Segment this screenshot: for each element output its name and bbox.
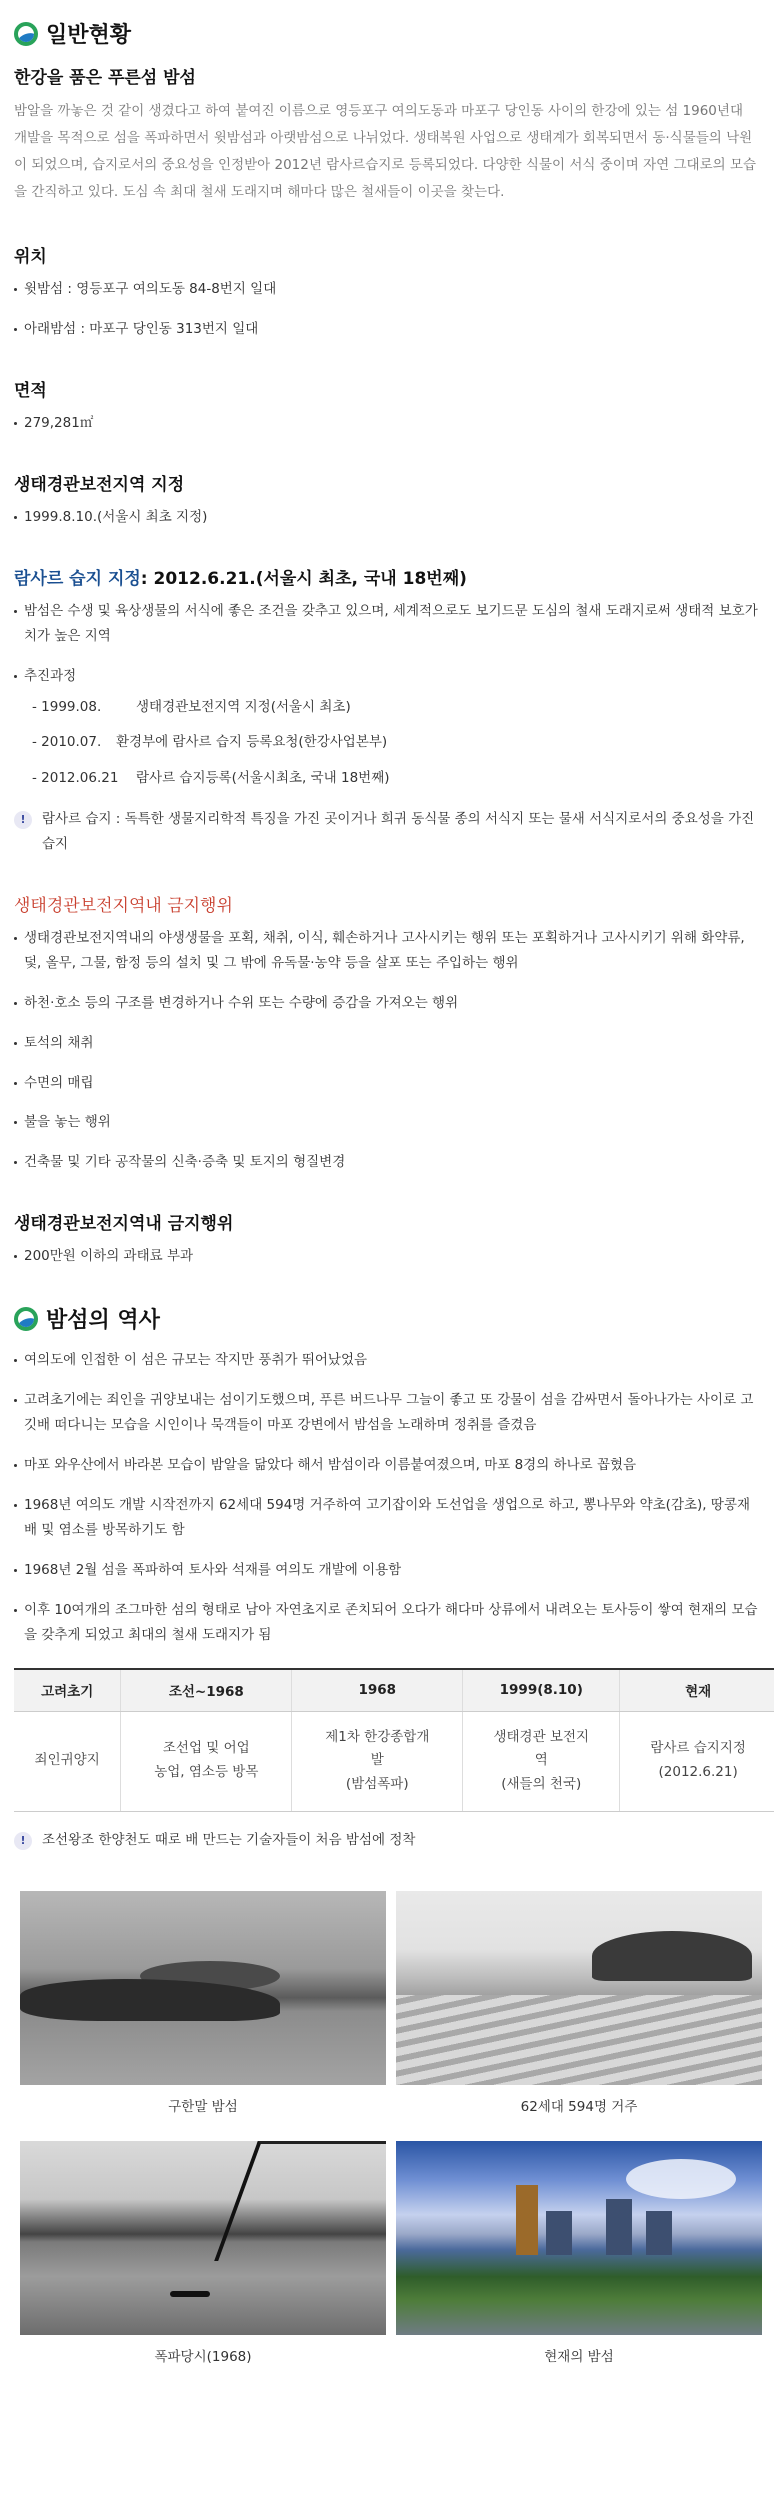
general-heading bbox=[14, 18, 760, 49]
photo-old-bamseom bbox=[20, 1891, 386, 2085]
list-item: 1999.8.10.(서울시 최초 지정) bbox=[14, 505, 760, 530]
cell-line: 발 bbox=[370, 1752, 384, 1769]
ramsar-note bbox=[14, 807, 760, 857]
list-item: 생태경관보전지역내의 야생생물을 포획, 채취, 이식, 훼손하거나 고사시키는 행위 또는 포획하거나 고사시키기 위해 화약류, 덫, 올무, 그물, 함정 등의 설치 및 그 밖에 유독물·농약 등을 살포 또는 주입하는 행위 bbox=[14, 926, 760, 976]
cell-line: (밤섬폭파) bbox=[345, 1775, 409, 1792]
process-text: 생태경관보전지역 지정(서울시 최초) bbox=[136, 698, 351, 715]
process-text: 환경부에 람사르 습지 등록요청(한강사업본부) bbox=[116, 734, 388, 751]
ramsar-note-text: 람사르 습지 : 독특한 생물지리학적 특징을 가진 곳이거나 희귀 동식물 종의 서식지 또는 물새 서식지로서의 중요성을 가진 습지 bbox=[42, 810, 755, 852]
ramsar-title-rest: : 2012.6.21.(서울시 최초, 국내 18번째) bbox=[140, 568, 467, 589]
cell-line: 죄인귀양지 bbox=[34, 1752, 100, 1769]
cell-line: 농업, 염소등 방목 bbox=[154, 1764, 259, 1781]
history-list bbox=[14, 1348, 760, 1648]
list-item: 아래밤섬 : 마포구 당인동 313번지 일대 bbox=[14, 317, 760, 342]
location-block bbox=[14, 242, 760, 342]
list-item: 1968년 2월 섬을 폭파하여 토사와 석재를 여의도 개발에 이용함 bbox=[14, 1558, 760, 1583]
photo-gallery bbox=[20, 1891, 760, 2365]
list-item: 1968년 여의도 개발 시작전까지 62세대 594명 거주하여 고기잡이와 도선업을 생업으로 하고, 뽕나무와 약초(감초), 땅콩재배 및 염소를 방목하기도 함 bbox=[14, 1493, 760, 1543]
photo-item bbox=[20, 1891, 386, 2115]
photo-caption: 62세대 594명 거주 bbox=[520, 2098, 638, 2115]
cell-line: (2012.6.21) bbox=[658, 1764, 738, 1781]
table-cell bbox=[463, 1711, 620, 1811]
seoul-logo-icon bbox=[14, 22, 38, 46]
table-header-row bbox=[14, 1669, 774, 1711]
photo-current bbox=[396, 2141, 762, 2335]
designation-block bbox=[14, 470, 760, 530]
list-item: 마포 와우산에서 바라본 모습이 밤알을 닮았다 해서 밤섬이라 이름붙여졌으며, 마포 8경의 하나로 꼽혔음 bbox=[14, 1453, 760, 1478]
process-step bbox=[24, 766, 760, 792]
table-header-cell: 1999(8.10) bbox=[463, 1669, 620, 1711]
list-item: 토석의 채취 bbox=[14, 1031, 760, 1056]
area-title: 면적 bbox=[14, 380, 47, 401]
table-header-cell: 조선~1968 bbox=[121, 1669, 292, 1711]
list-item: 수면의 매립 bbox=[14, 1071, 760, 1096]
list-item: 279,281㎡ bbox=[14, 411, 760, 436]
cell-line: (새들의 천국) bbox=[501, 1775, 582, 1792]
history-note-text: 조선왕조 한양천도 때로 배 만드는 기술자들이 처음 밤섬에 정착 bbox=[42, 1831, 416, 1848]
cell-line: 역 bbox=[534, 1752, 548, 1769]
process-date: - 2010.07. bbox=[32, 734, 102, 751]
photo-item bbox=[396, 1891, 762, 2115]
general-subtitle: 한강을 품은 푸른섬 밤섬 bbox=[14, 68, 196, 88]
cell-line: 생태경관 보전지 bbox=[493, 1728, 590, 1745]
exclamation-icon: ! bbox=[14, 1832, 32, 1850]
process-date: - 2012.06.21 bbox=[32, 770, 119, 787]
table-cell bbox=[620, 1711, 774, 1811]
designation-title: 생태경관보전지역 지정 bbox=[14, 474, 185, 495]
photo-item bbox=[20, 2141, 386, 2365]
list-item: 윗밤섬 : 영등포구 여의도동 84-8번지 일대 bbox=[14, 277, 760, 302]
table-header-cell: 현재 bbox=[620, 1669, 774, 1711]
location-title: 위치 bbox=[14, 247, 47, 267]
ramsar-block bbox=[14, 564, 760, 857]
table-header-cell: 고려초기 bbox=[14, 1669, 121, 1711]
process-item bbox=[14, 664, 760, 792]
list-item: 하천·호소 등의 구조를 변경하거나 수위 또는 수량에 증감을 가져오는 행위 bbox=[14, 991, 760, 1016]
cell-line: 조선업 및 어업 bbox=[162, 1740, 250, 1757]
area-block bbox=[14, 376, 760, 436]
penalty-block bbox=[14, 1209, 760, 1269]
seoul-logo-icon bbox=[14, 1307, 38, 1331]
list-item: 이후 10여개의 조그마한 섬의 형태로 남아 자연초지로 존치되어 오다가 해다마 상류에서 내려오는 토사등이 쌓여 현재의 모습을 갖추게 되었고 최대의 철새 도래지가 됨 bbox=[14, 1598, 760, 1648]
list-item: 불을 놓는 행위 bbox=[14, 1110, 760, 1135]
table-cell bbox=[121, 1711, 292, 1811]
penalty-title: 생태경관보전지역내 금지행위 bbox=[14, 1214, 234, 1235]
history-note bbox=[14, 1828, 760, 1853]
cell-line: 람사르 습지지정 bbox=[650, 1740, 746, 1757]
prohibited-title: 생태경관보전지역내 금지행위 bbox=[14, 895, 233, 916]
list-item: 건축물 및 기타 공작물의 신축·증축 및 토지의 형질변경 bbox=[14, 1150, 760, 1175]
cell-line: 제1차 한강종합개 bbox=[325, 1728, 430, 1745]
list-item: 200만원 이하의 과태료 부과 bbox=[14, 1244, 760, 1269]
general-title: 일반현황 bbox=[46, 23, 132, 48]
ramsar-title-colored: 람사르 습지 지정 bbox=[14, 568, 141, 589]
photo-caption: 구한말 밤섬 bbox=[168, 2098, 238, 2115]
table-cell bbox=[14, 1711, 121, 1811]
process-step bbox=[24, 730, 760, 756]
list-item: 여의도에 인접한 이 섬은 규모는 작지만 풍취가 뛰어났었음 bbox=[14, 1348, 760, 1373]
general-intro: 밤알을 까놓은 것 같이 생겼다고 하여 붙여진 이름으로 영등포구 여의도동과 마포구 당인동 사이의 한강에 있는 섬 1960년대 개발을 목적으로 섬을 폭파하면서 윗밤섬과 아랫밤섬으로 나뉘었다. 생태복원 사업으로 생태계가 회복되면서 동·식물들의 낙원이 되었으며, 습지로서의 중요성을 인정받아 2012년 람사르습지로 등록되었다. 다양한 식물이 서식 중이며 자연 그대로의 모습을 간직하고 있다. 도심 속 최대 철새 도래지며 해마다 많은 철새들이 이곳을 찾는다. bbox=[14, 103, 757, 200]
history-title: 밤섬의 역사 bbox=[46, 1308, 160, 1334]
history-table bbox=[14, 1668, 774, 1812]
photo-caption: 현재의 밤섬 bbox=[544, 2348, 614, 2365]
table-row bbox=[14, 1711, 774, 1811]
process-text: 람사르 습지등록(서울시최초, 국내 18번째) bbox=[136, 770, 390, 787]
list-item: 고려초기에는 죄인을 귀양보내는 섬이기도했으며, 푸른 버드나무 그늘이 좋고 또 강물이 섬을 감싸면서 돌아나가는 사이로 고깃배 떠다니는 모습을 시인이나 묵객들이 마포 강변에서 밤섬을 노래하며 정취를 즐겼음 bbox=[14, 1388, 760, 1438]
list-item: 밤섬은 수생 및 육상생물의 서식에 좋은 조건을 갖추고 있으며, 세계적으로도 보기드문 도심의 철새 도래지로써 생태적 보호가치가 높은 지역 bbox=[14, 599, 760, 649]
exclamation-icon: ! bbox=[14, 811, 32, 829]
history-heading bbox=[14, 1303, 760, 1334]
photo-item bbox=[396, 2141, 762, 2365]
prohibited-block bbox=[14, 891, 760, 1176]
ramsar-title bbox=[14, 564, 760, 589]
process-date: - 1999.08. bbox=[32, 698, 102, 715]
photo-caption: 폭파당시(1968) bbox=[154, 2348, 252, 2365]
table-header-cell: 1968 bbox=[292, 1669, 463, 1711]
table-cell bbox=[292, 1711, 463, 1811]
process-label: 추진과정 bbox=[24, 667, 77, 684]
photo-blasting bbox=[20, 2141, 386, 2335]
photo-residents bbox=[396, 1891, 762, 2085]
process-step bbox=[24, 695, 760, 721]
